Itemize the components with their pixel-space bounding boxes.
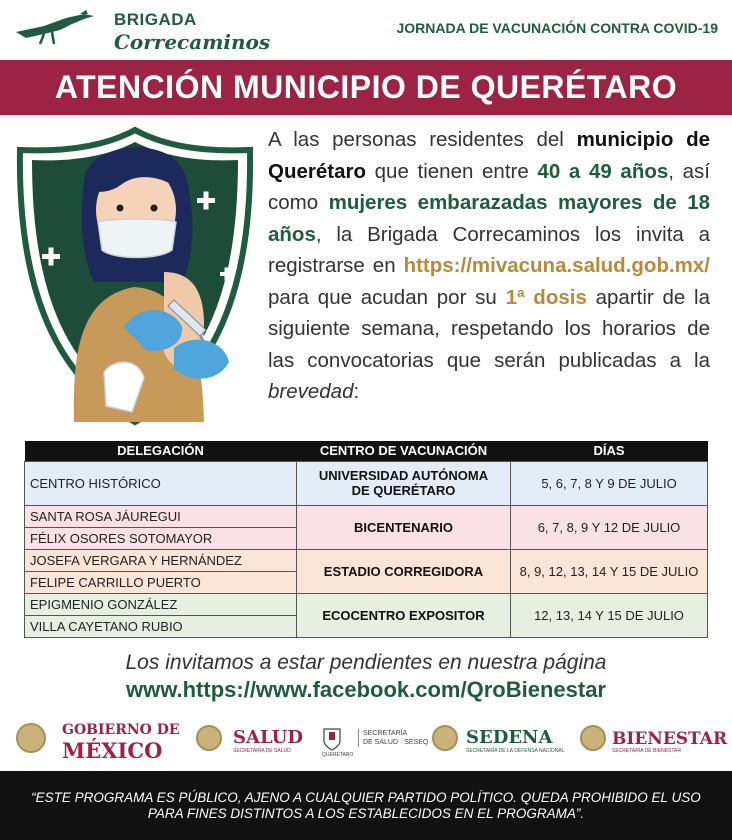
table-row bbox=[25, 505, 708, 527]
intro-brevedad: brevedad bbox=[268, 380, 354, 403]
intro-pregnant: mujeres embarazadas mayores de 18 años bbox=[268, 191, 711, 246]
delegacion-cell: EPIGMENIO GONZÁLEZ bbox=[25, 593, 297, 615]
intro-registration-link[interactable]: https://mivacuna.salud.gob.mx/ bbox=[403, 254, 710, 277]
centro-cell: BICENTENARIO bbox=[297, 505, 511, 549]
vaccination-illustration bbox=[14, 122, 256, 428]
logo-line1: BRIGADA bbox=[114, 10, 197, 29]
delegacion-cell: FÉLIX OSORES SOTOMAYOR bbox=[25, 527, 297, 549]
gobierno-logo-line1: GOBIERNO DE bbox=[62, 722, 180, 738]
salud-logo-sub: SECRETARÍA DE SALUD bbox=[233, 748, 291, 754]
invite-text: Los invitamos a estar pendientes en nuestra página bbox=[125, 651, 607, 674]
vaccination-schedule-table bbox=[24, 441, 708, 638]
intro-paragraph bbox=[268, 124, 710, 408]
roadrunner-icon bbox=[14, 10, 96, 48]
column-header-delegacion: DELEGACIÓN bbox=[25, 441, 297, 461]
page-title: ATENCIÓN MUNICIPIO DE QUERÉTARO bbox=[54, 69, 678, 105]
dias-cell: 8, 9, 12, 13, 14 Y 15 DE JULIO bbox=[511, 549, 708, 593]
intro-text-4: , la Brigada Correcaminos los invita a registrarse en bbox=[268, 222, 710, 277]
centro-cell: ECOCENTRO EXPOSITOR bbox=[297, 593, 511, 637]
title-banner bbox=[0, 60, 732, 115]
queretaro-crest-icon bbox=[322, 725, 342, 751]
intro-text-7: : bbox=[353, 380, 360, 403]
centro-line1: UNIVERSIDAD AUTÓNOMA bbox=[318, 468, 489, 483]
header bbox=[0, 0, 732, 58]
seseq-logo bbox=[358, 729, 428, 747]
bienestar-logo-sub: SECRETARÍA DE BIENESTAR bbox=[612, 748, 681, 754]
table-header-row bbox=[25, 441, 708, 461]
salud-logo: SALUD bbox=[233, 727, 303, 748]
delegacion-cell: CENTRO HISTÓRICO bbox=[25, 461, 297, 505]
seseq-line2: DE SALUD · SESEQ bbox=[363, 739, 429, 746]
footer-disclaimer bbox=[0, 771, 732, 840]
mexico-seal-icon bbox=[16, 723, 46, 753]
intro-text-5: para que acudan por su bbox=[268, 285, 506, 309]
table-row bbox=[25, 461, 708, 505]
intro-text-3: , así como bbox=[268, 159, 710, 214]
sedena-logo-sub: SECRETARÍA DE LA DEFENSA NACIONAL bbox=[466, 748, 565, 754]
intro-municipio: municipio de Querétaro bbox=[268, 128, 710, 183]
sedena-seal-icon bbox=[432, 725, 458, 751]
bienestar-logo: BIENESTAR bbox=[612, 729, 728, 749]
delegacion-cell: JOSEFA VERGARA Y HERNÁNDEZ bbox=[25, 549, 297, 571]
institution-logos bbox=[0, 715, 732, 765]
intro-text-6: apartir de la siguiente semana, respetando los horarios de las convocatorias que serán publicadas a la bbox=[268, 285, 710, 372]
intro-dose: 1ª dosis bbox=[505, 285, 587, 309]
table-row bbox=[25, 593, 708, 615]
intro-text-1: A las personas residentes del bbox=[268, 128, 577, 151]
intro-text-2: que tienen entre bbox=[365, 159, 538, 183]
centro-cell: ESTADIO CORREGIDORA bbox=[297, 549, 511, 593]
salud-seal-icon bbox=[196, 725, 222, 751]
column-header-centro: CENTRO DE VACUNACIÓN bbox=[297, 441, 511, 461]
centro-cell bbox=[297, 461, 511, 505]
logo-line2: Correcaminos bbox=[114, 30, 271, 54]
seseq-line1: SECRETARÍA bbox=[363, 730, 408, 737]
dias-cell: 12, 13, 14 Y 15 DE JULIO bbox=[511, 593, 708, 637]
campaign-title: JORNADA DE VACUNACIÓN CONTRA COVID-19 bbox=[396, 20, 718, 36]
queretaro-crest-sub: QUERÉTARO bbox=[322, 752, 354, 758]
intro-age-range: 40 a 49 años bbox=[537, 159, 669, 183]
dias-cell: 6, 7, 8, 9 Y 12 DE JULIO bbox=[511, 505, 708, 549]
column-header-dias: DÍAS bbox=[511, 441, 708, 461]
disclaimer-text: “ESTE PROGRAMA ES PÚBLICO, AJENO A CUALQUIER PARTIDO POLÍTICO. QUEDA PROHIBIDO EL USO PARA FINES DISTINTOS A LOS ESTABLECIDOS EN EL PROGRAMA”. bbox=[31, 790, 701, 821]
centro-line2: DE QUERÉTARO bbox=[351, 483, 456, 498]
delegacion-cell: VILLA CAYETANO RUBIO bbox=[25, 615, 297, 637]
dias-cell: 5, 6, 7, 8 Y 9 DE JULIO bbox=[511, 461, 708, 505]
delegacion-cell: SANTA ROSA JÁUREGUI bbox=[25, 505, 297, 527]
delegacion-cell: FELIPE CARRILLO PUERTO bbox=[25, 571, 297, 593]
sedena-logo: SEDENA bbox=[466, 727, 553, 748]
table-row bbox=[25, 549, 708, 571]
bienestar-seal-icon bbox=[580, 725, 606, 751]
facebook-link[interactable]: www.https://www.facebook.com/QroBienestar bbox=[125, 677, 606, 702]
gobierno-logo-line2: MÉXICO bbox=[62, 738, 163, 763]
brigada-correcaminos-logo bbox=[14, 8, 271, 54]
